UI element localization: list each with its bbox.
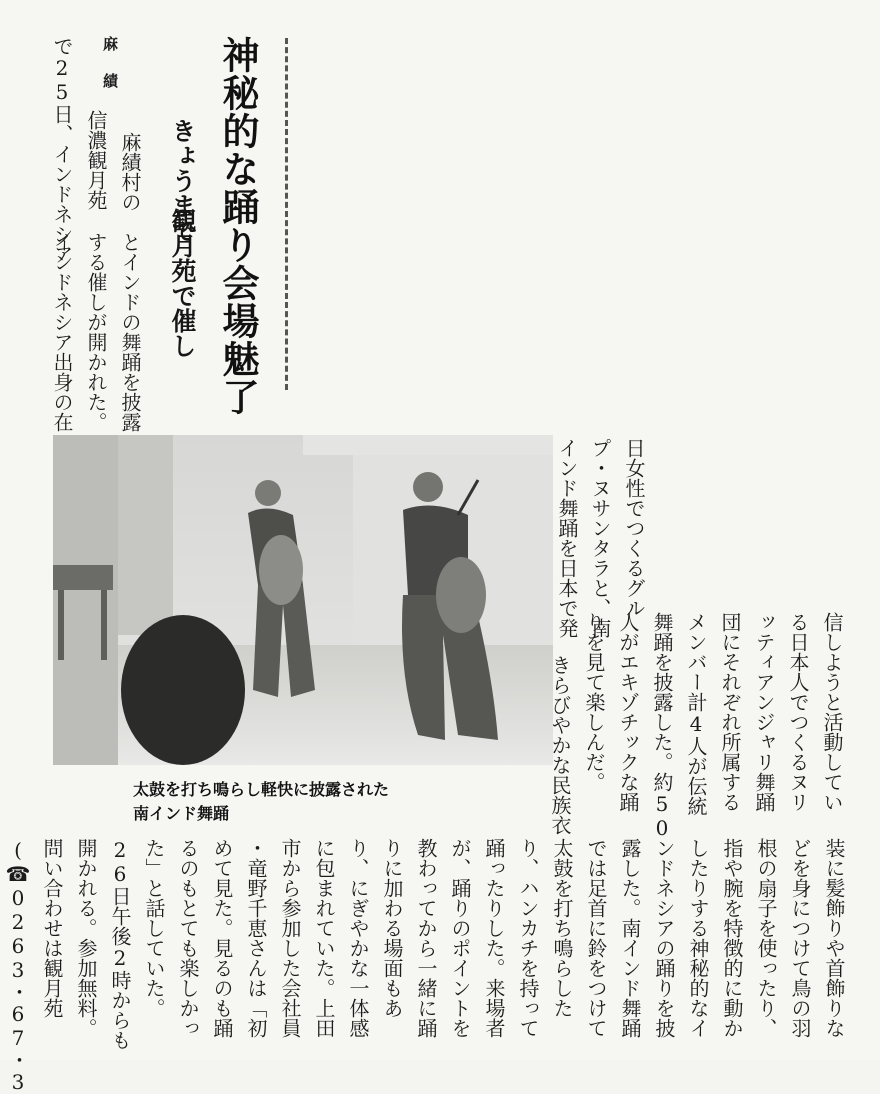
body-column: た」と話していた。	[142, 838, 166, 1018]
body-column: メンバー計4人が伝統	[684, 612, 708, 816]
photo-caption	[133, 778, 389, 826]
body-column: りを見て楽しんだ。	[582, 612, 606, 792]
lead-column: インドネシア出身の在	[50, 232, 74, 432]
body-column: 団にそれぞれ所属する	[718, 612, 742, 812]
location-tag: 麻績	[101, 36, 119, 110]
body-column: めて見た。見るのも踊	[210, 838, 234, 1038]
lead-column: とインドの舞踊を披露	[118, 232, 142, 432]
body-column: るのもとても楽しかっ	[176, 838, 200, 1038]
body-column: プ・ヌサンタラと、南	[588, 438, 612, 638]
headline: 神秘的な踊り会場魅了	[216, 36, 259, 416]
body-column: (☎0263・67・3	[6, 838, 30, 1094]
body-column: 26日午後2時からも	[108, 838, 132, 1050]
body-column: 踊ったりした。来場者	[482, 838, 506, 1038]
body-column: に包まれていた。上田	[312, 838, 336, 1038]
body-column: 市から参加した会社員	[278, 838, 302, 1038]
lead-column: で25日、インドネシア	[50, 36, 74, 264]
subhead-line-2: 観月苑で催し	[168, 208, 197, 358]
body-column: る日本人でつくるヌリ	[786, 612, 810, 812]
body-column: 舞踊を披露した。約50	[650, 612, 674, 840]
body-column: 指や腕を特徴的に動か	[720, 838, 744, 1038]
body-column: が、踊りのポイントを	[448, 838, 472, 1038]
body-column: では足首に鈴をつけて	[584, 838, 608, 1038]
subhead	[165, 118, 197, 418]
body-column: 人がエキゾチックな踊	[616, 612, 640, 812]
caption-line-2: 南インド舞踊	[133, 804, 230, 823]
body-column: 開かれる。参加無料。	[74, 838, 98, 1038]
body-column: インド舞踊を日本で発	[555, 438, 579, 638]
body-column: 日女性でつくるグル	[622, 438, 646, 618]
caption-line-1: 太鼓を打ち鳴らし軽快に披露された	[133, 780, 390, 799]
body-column: り、ハンカチを持って	[516, 838, 540, 1038]
body-column: りに加わる場面もあ	[380, 838, 404, 1018]
lead-column: 信濃観月苑	[84, 110, 108, 210]
subhead-line-1: きょうまで	[168, 118, 197, 243]
body-column: 問い合わせは観月苑	[40, 838, 64, 1018]
headline-divider	[285, 38, 288, 390]
body-column: ・竜野千恵さんは「初	[244, 838, 268, 1038]
body-column: り、にぎやかな一体感	[346, 838, 370, 1038]
body-column: 根の扇子を使ったり、	[754, 838, 778, 1038]
dance-photo	[53, 435, 553, 765]
body-column: 装に髪飾りや首飾りな	[822, 838, 846, 1038]
body-column: どを身につけて鳥の羽	[788, 838, 812, 1038]
lead-column: する催しが開かれた。	[84, 232, 108, 432]
body-column: 露した。南インド舞踊	[618, 838, 642, 1038]
body-column: ンドネシアの踊りを披	[652, 838, 676, 1038]
body-column: 教わってから一緒に踊	[414, 838, 438, 1038]
body-column: 太鼓を打ち鳴らした	[550, 838, 574, 1018]
body-column: ッティアンジャリ舞踊	[752, 612, 776, 812]
body-column: したりする神秘的なイ	[686, 838, 710, 1038]
dancers-image	[53, 435, 553, 765]
body-column: きらびやかな民族衣	[548, 655, 572, 835]
lead-column: 麻績村の	[118, 132, 142, 212]
body-column: 信しようと活動してい	[820, 612, 844, 812]
